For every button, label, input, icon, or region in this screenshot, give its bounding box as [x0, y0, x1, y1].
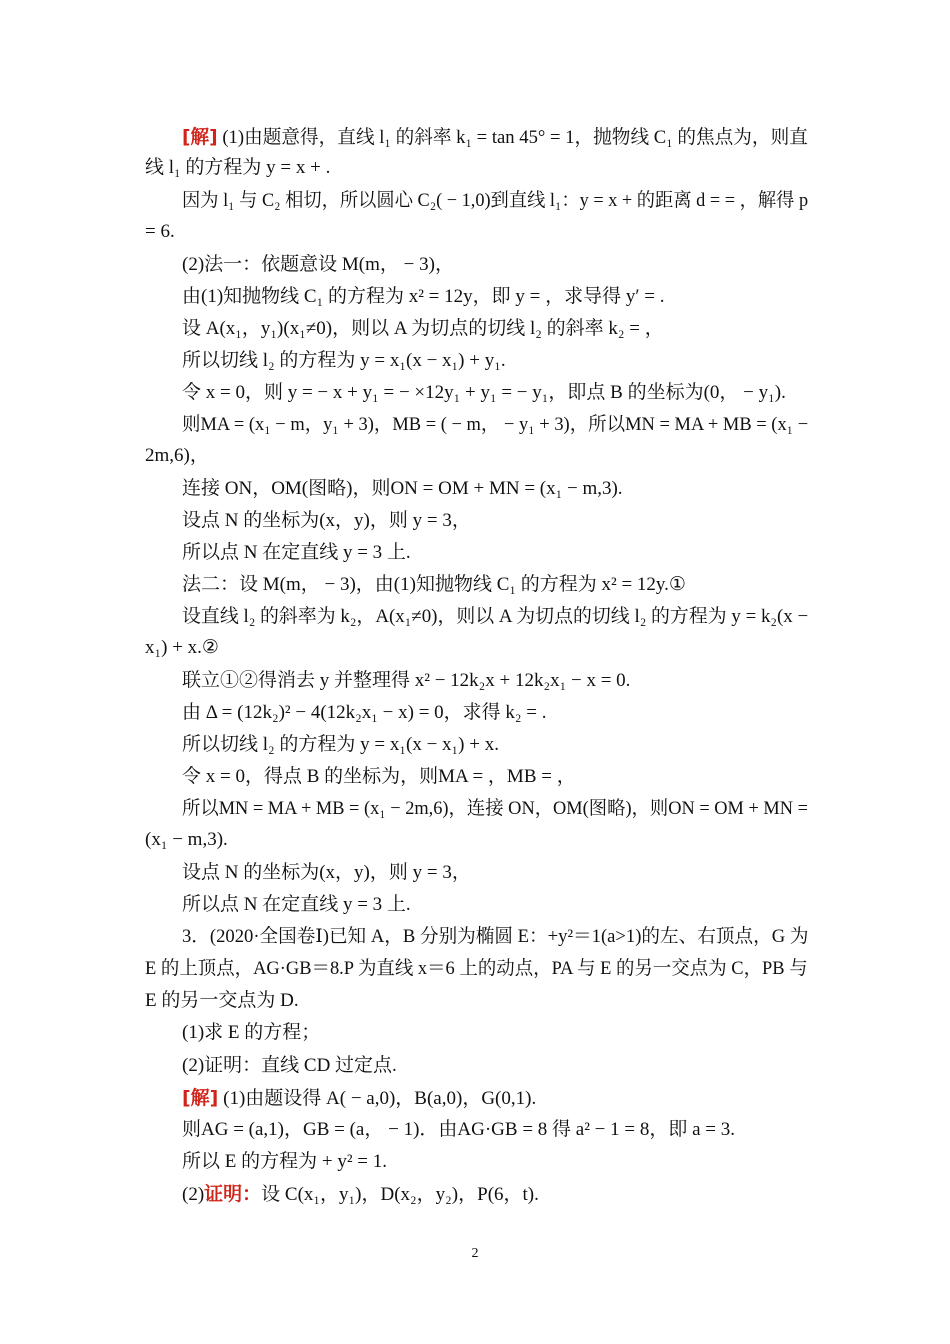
section-label: [解]: [182, 1087, 219, 1109]
text-segment: (1)由题设得 A( − a,0)，B(a,0)，G(0,1).: [218, 1088, 537, 1109]
text-line: 线 l₁ 的方程为 y = x + .: [145, 157, 331, 178]
text-line: 3．(2020·全国卷Ⅰ)已知 A，B 分别为椭圆 E：+y²＝1(a>1)的左、右顶点，G 为: [182, 926, 809, 947]
text-line: 设直线 l₂ 的斜率为 k₂，A(x₁≠0)，则以 A 为切点的切线 l₂ 的方程为 y = k₂(x −: [182, 606, 809, 627]
text-line: 设点 N 的坐标为(x，y)，则 y = 3，: [182, 510, 471, 531]
text-line: 设点 N 的坐标为(x，y)，则 y = 3，: [182, 862, 471, 883]
text-line: 由 Δ = (12k₂)² − 4(12k₂x₁ − x) = 0，求得 k₂ = .: [182, 702, 547, 723]
text-line: [182, 1182, 539, 1207]
text-line: 所以点 N 在定直线 y = 3 上.: [182, 894, 411, 915]
text-line: 所以MN = MA + MB = (x₁ − 2m,6)，连接 ON，OM(图略)，则ON = OM + MN =: [182, 798, 808, 819]
text-segment: (1)由题意得，直线 l₁ 的斜率 k₁ = tan 45° = 1，抛物线 C₁ 的焦点为，则直: [217, 127, 808, 148]
text-line: (2)证明：直线 CD 过定点.: [182, 1055, 397, 1076]
text-line: [182, 1086, 536, 1111]
text-line: 所以 E 的方程为 + y² = 1.: [182, 1151, 387, 1172]
text-segment: 设 C(x₁，y₁)，D(x₂，y₂)，P(6，t).: [261, 1184, 539, 1205]
text-line: E 的上顶点，AG·GB＝8.P 为直线 x＝6 上的动点，PA 与 E 的另一交点为 C，PB 与: [145, 958, 808, 979]
text-line: 连接 ON，OM(图略)，则ON = OM + MN = (x₁ − m,3).: [182, 478, 623, 499]
text-line: 因为 l₁ 与 C₂ 相切，所以圆心 C₂( − 1,0)到直线 l₁：y = x + 的距离 d = = ，解得 p: [182, 190, 809, 211]
text-line: 令 x = 0，得点 B 的坐标为，则MA = ，MB = ，: [182, 766, 576, 787]
text-line: 则MA = (x₁ − m，y₁ + 3)，MB = ( − m， − y₁ + 3)，所以MN = MA + MB = (x₁ −: [182, 414, 809, 435]
text-line: 所以点 N 在定直线 y = 3 上.: [182, 542, 411, 563]
text-line: 2m,6)，: [145, 445, 209, 466]
text-line: 则AG = (a,1)，GB = (a， − 1)．由AG·GB = 8 得 a² − 1 = 8，即 a = 3.: [182, 1119, 735, 1140]
text-line: 设 A(x₁，y₁)(x₁≠0)，则以 A 为切点的切线 l₂ 的斜率 k₂ = ，: [182, 318, 664, 339]
section-label: 证明：: [204, 1183, 262, 1205]
text-line: 所以切线 l₂ 的方程为 y = x₁(x − x₁) + y₁.: [182, 350, 506, 371]
text-line: 联立①②得消去 y 并整理得 x² − 12k₂x + 12k₂x₁ − x = 0.: [182, 670, 631, 691]
page-number: 2: [471, 1246, 479, 1261]
text-line: (x₁ − m,3).: [145, 829, 228, 850]
text-line: (1)求 E 的方程；: [182, 1022, 321, 1043]
text-line: 所以切线 l₂ 的方程为 y = x₁(x − x₁) + x.: [182, 734, 499, 755]
section-label: [解]: [182, 126, 218, 148]
text-line: 由(1)知抛物线 C₁ 的方程为 x² = 12y，即 y = ，求导得 y′ = .: [182, 286, 665, 307]
text-line: 令 x = 0，则 y = − x + y₁ = − ×12y₁ + y₁ = − y₁，即点 B 的坐标为(0， − y₁).: [182, 382, 786, 403]
text-line: = 6.: [145, 221, 175, 242]
text-line: 法二：设 M(m， − 3)，由(1)知抛物线 C₁ 的方程为 x² = 12y.①: [182, 574, 686, 595]
text-segment: (2): [182, 1184, 205, 1205]
text-line: E 的另一交点为 D.: [145, 990, 299, 1011]
text-line: [182, 125, 808, 150]
text-line: (2)法一：依题意设 M(m， − 3)，: [182, 254, 454, 275]
text-line: x₁) + x.②: [145, 637, 219, 658]
